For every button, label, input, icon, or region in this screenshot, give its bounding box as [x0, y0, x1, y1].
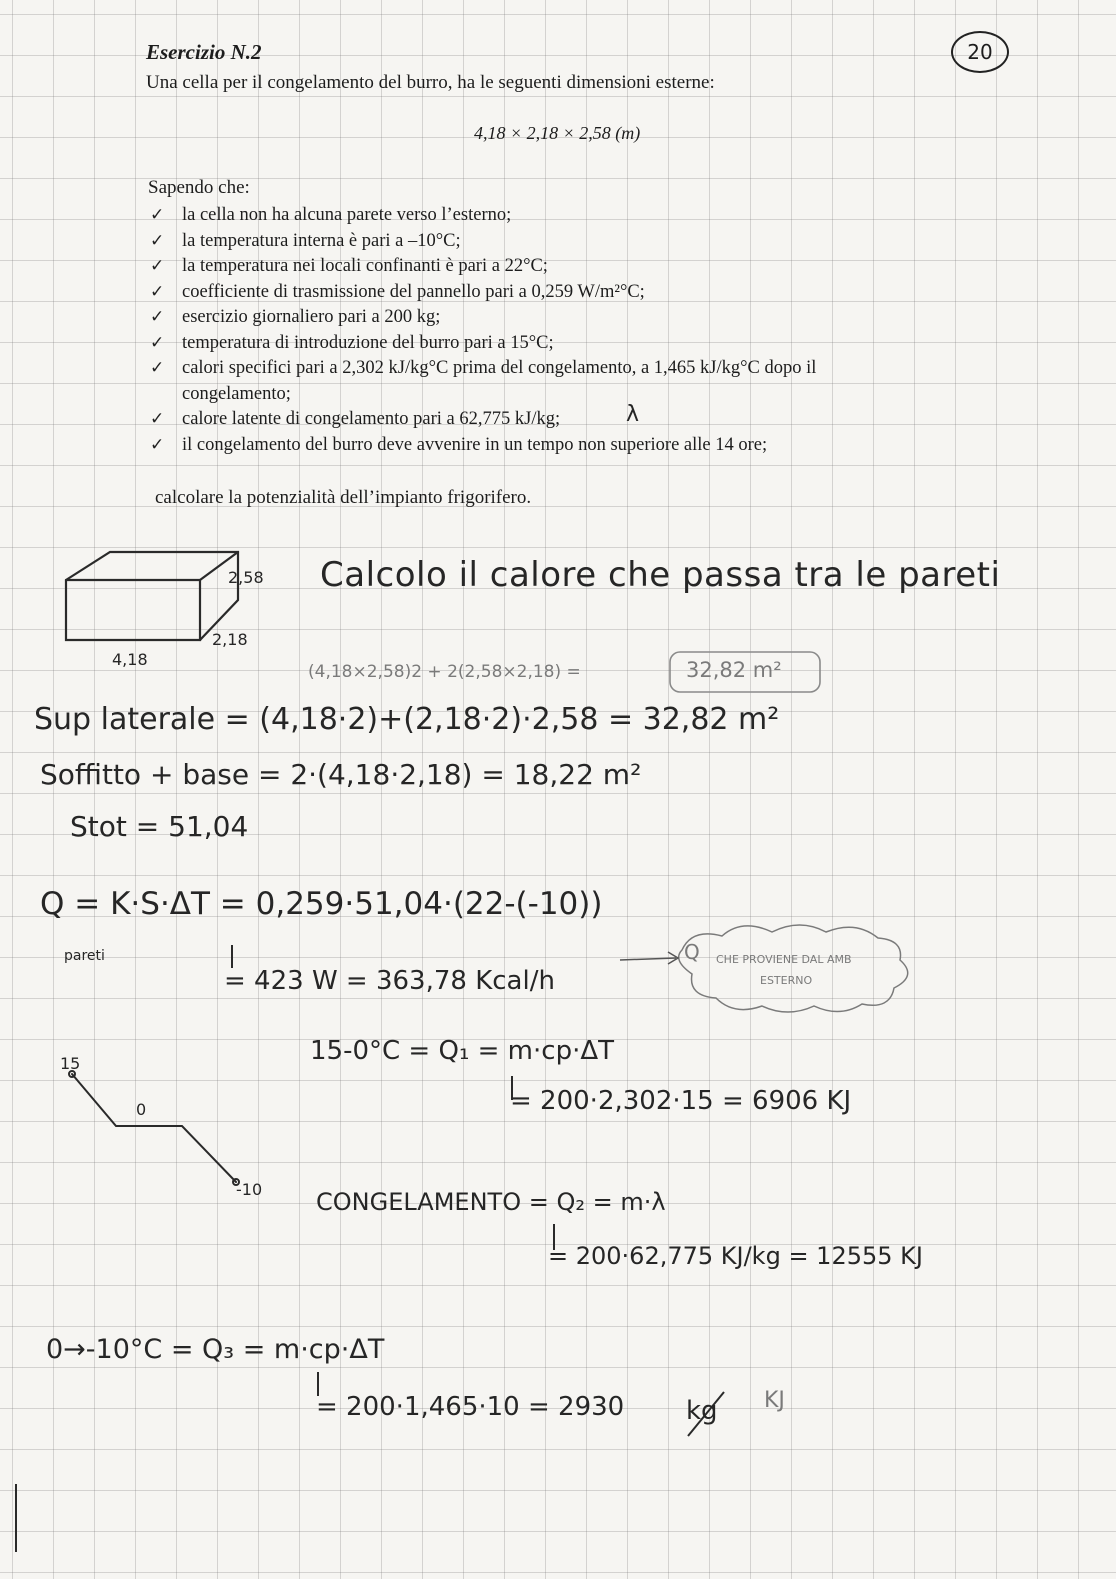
- temperature-graph: [69, 1071, 239, 1185]
- q3-calculation: = 200·1,465·10 = 2930: [316, 1392, 625, 1422]
- condition-item: ✓ la temperatura nei locali confinanti è pari a 22°C;: [150, 254, 910, 280]
- pencil-formula: (4,18×2,58)2 + 2(2,58×2,18) =: [308, 662, 581, 682]
- q3-unit: KJ: [764, 1388, 785, 1413]
- pencil-result: 32,82 m²: [686, 658, 782, 682]
- page-number: 20: [951, 31, 1009, 73]
- knowing-label: Sapendo che:: [148, 177, 250, 198]
- q1-formula: 15-0°C = Q₁ = m·cp·ΔT: [310, 1036, 615, 1066]
- lateral-surface-line: Sup laterale = (4,18·2)+(2,18·2)·2,58 = 32,82 m²: [34, 702, 780, 737]
- condition-item: ✓ calore latente di congelamento pari a 62,775 kJ/kg;: [150, 407, 910, 433]
- cloud-note-line-1: CHE PROVIENE DAL AMB: [716, 953, 852, 966]
- total-surface-line: Stot = 51,04: [70, 810, 249, 843]
- exercise-title: Esercizio N.2: [146, 40, 262, 64]
- q-walls-formula: Q = K·S·ΔT = 0,259·51,04·(22-(-10)): [40, 886, 603, 922]
- exercise-intro: Una cella per il congelamento del burro, ha le seguenti dimensioni esterne:: [146, 72, 715, 93]
- q-walls-subscript: pareti: [64, 948, 105, 964]
- graph-label-minus10: -10: [236, 1180, 263, 1199]
- box-depth-label: 2,18: [212, 630, 248, 649]
- box-length-label: 4,18: [112, 650, 148, 669]
- note-cloud: [679, 925, 908, 1012]
- q1-calculation: = 200·2,302·15 = 6906 KJ: [510, 1086, 852, 1116]
- derivation-marks: [232, 945, 554, 1396]
- ceiling-floor-line: Soffitto + base = 2·(4,18·2,18) = 18,22 m²: [40, 758, 642, 791]
- graph-label-15: 15: [60, 1054, 81, 1073]
- exercise-request: calcolare la potenzialità dell’impianto frigorifero.: [155, 487, 532, 508]
- lambda-note: λ: [626, 402, 640, 427]
- cloud-note-line-2: ESTERNO: [760, 974, 813, 987]
- graph-label-0: 0: [136, 1100, 147, 1119]
- box-sketch: [66, 552, 238, 640]
- condition-item: ✓ il congelamento del burro deve avvenire in un tempo non superiore alle 14 ore;: [150, 433, 910, 459]
- cloud-q: Q: [684, 940, 700, 964]
- q3-struck-unit: kg: [686, 1396, 718, 1426]
- q2-formula: CONGELAMENTO = Q₂ = m·λ: [316, 1188, 666, 1216]
- q2-calculation: = 200·62,775 KJ/kg = 12555 KJ: [548, 1242, 923, 1270]
- condition-item: ✓ la cella non ha alcuna parete verso l’esterno;: [150, 203, 910, 229]
- condition-item: ✓ calori specifici pari a 2,302 kJ/kg°C prima del congelamento, a 1,465 kJ/kg°C dopo il congelamento;: [150, 356, 910, 407]
- condition-item: ✓ la temperatura interna è pari a –10°C;: [150, 229, 910, 255]
- condition-item: ✓ temperatura di introduzione del burro pari a 15°C;: [150, 331, 910, 357]
- arrow-to-cloud: [620, 952, 678, 964]
- condition-item: ✓ esercizio giornaliero pari a 200 kg;: [150, 305, 910, 331]
- box-height-label: 2,58: [228, 568, 264, 587]
- q-walls-result: = 423 W = 363,78 Kcal/h: [224, 966, 555, 996]
- handwritten-heading: Calcolo il calore che passa tra le pareti: [320, 555, 1001, 595]
- condition-item: ✓ coefficiente di trasmissione del pannello pari a 0,259 W/m²°C;: [150, 280, 910, 306]
- exercise-dimensions: 4,18 × 2,18 × 2,58 (m): [474, 123, 641, 143]
- q3-formula: 0→-10°C = Q₃ = m·cp·ΔT: [46, 1334, 385, 1365]
